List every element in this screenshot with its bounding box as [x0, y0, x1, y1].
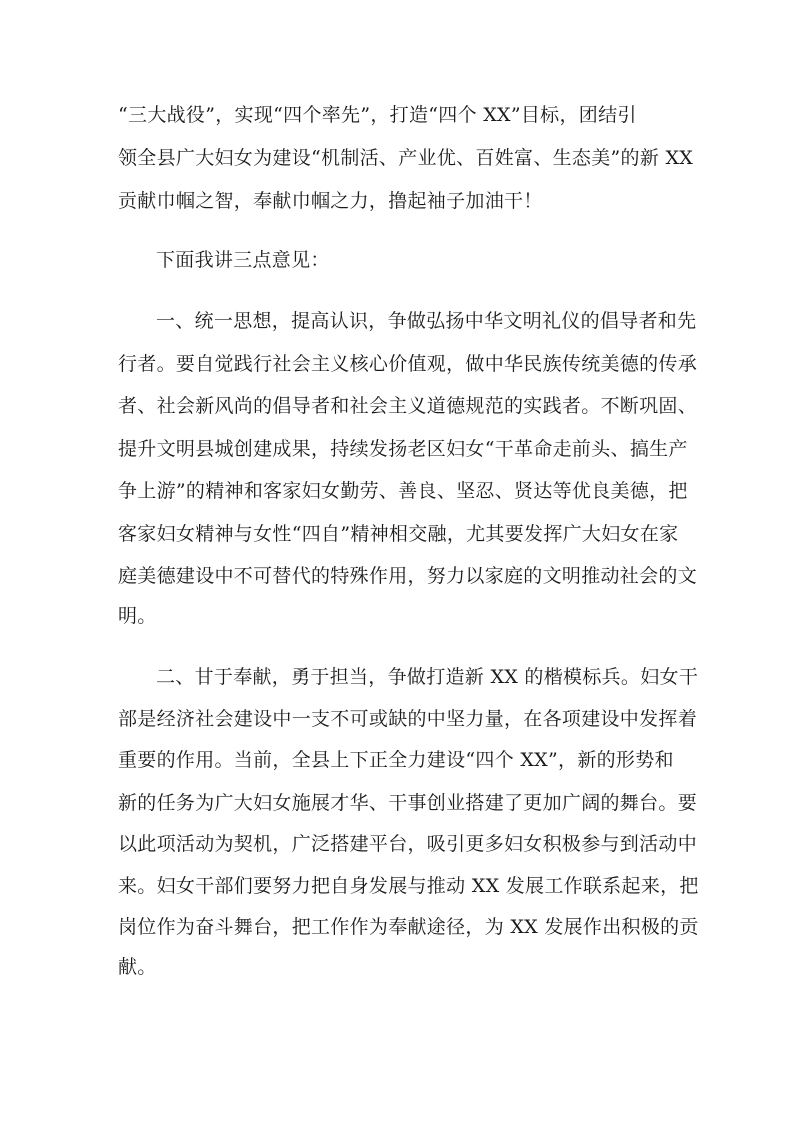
- section2-line-3: 重要的作用。当前，全县上下正全力建设“四个 XX”，新的形势和: [118, 749, 674, 771]
- section1-line-2: 行者。要自觉践行社会主义核心价值观，做中华民族传统美德的传承: [118, 353, 698, 375]
- section2-line-6: 来。妇女干部们要努力把自身发展与推动 XX 发展工作联系起来，把: [118, 875, 699, 897]
- section2-line-5: 以此项活动为契机，广泛搭建平台，吸引更多妇女积极参与到活动中: [118, 833, 698, 855]
- intro-line-3: 贡献巾帼之智，奉献巾帼之力，撸起袖子加油干！: [118, 190, 543, 212]
- intro-line-2: 领全县广大妇女为建设“机制活、产业优、百姓富、生态美”的新 XX: [118, 147, 694, 169]
- section1-line-6: 客家妇女精神与女性“四自”精神相交融，尤其要发挥广大妇女在家: [118, 523, 679, 545]
- section1-line-5: 争上游”的精神和客家妇女勤劳、善良、坚忍、贤达等优良美德，把: [118, 480, 688, 502]
- section2-line-7: 岗位作为奋斗舞台，把工作作为奉献途径，为 XX 发展作出积极的贡: [118, 916, 699, 938]
- intro-line-1: “三大战役”，实现“四个率先”，打造“四个 XX”目标，团结引: [118, 104, 637, 126]
- section2-line-8: 献。: [118, 956, 157, 978]
- section2-line-1: 二、甘于奉献，勇于担当，争做打造新 XX 的楷模标兵。妇女干: [156, 666, 699, 688]
- section1-line-4: 提升文明县城创建成果，持续发扬老区妇女“干革命走前头、搞生产: [118, 438, 688, 460]
- section1-line-1: 一、统一思想，提高认识，争做弘扬中华文明礼仪的倡导者和先: [156, 310, 697, 332]
- transition-line: 下面我讲三点意见：: [156, 249, 330, 271]
- section2-line-2: 部是经济社会建设中一支不可或缺的中坚力量，在各项建设中发挥着: [118, 708, 698, 730]
- section1-line-8: 明。: [118, 605, 157, 627]
- section1-line-7: 庭美德建设中不可替代的特殊作用，努力以家庭的文明推动社会的文: [118, 565, 698, 587]
- section2-line-4: 新的任务为广大妇女施展才华、干事创业搭建了更加广阔的舞台。要: [118, 792, 698, 814]
- section1-line-3: 者、社会新风尚的倡导者和社会主义道德规范的实践者。不断巩固、: [118, 395, 698, 417]
